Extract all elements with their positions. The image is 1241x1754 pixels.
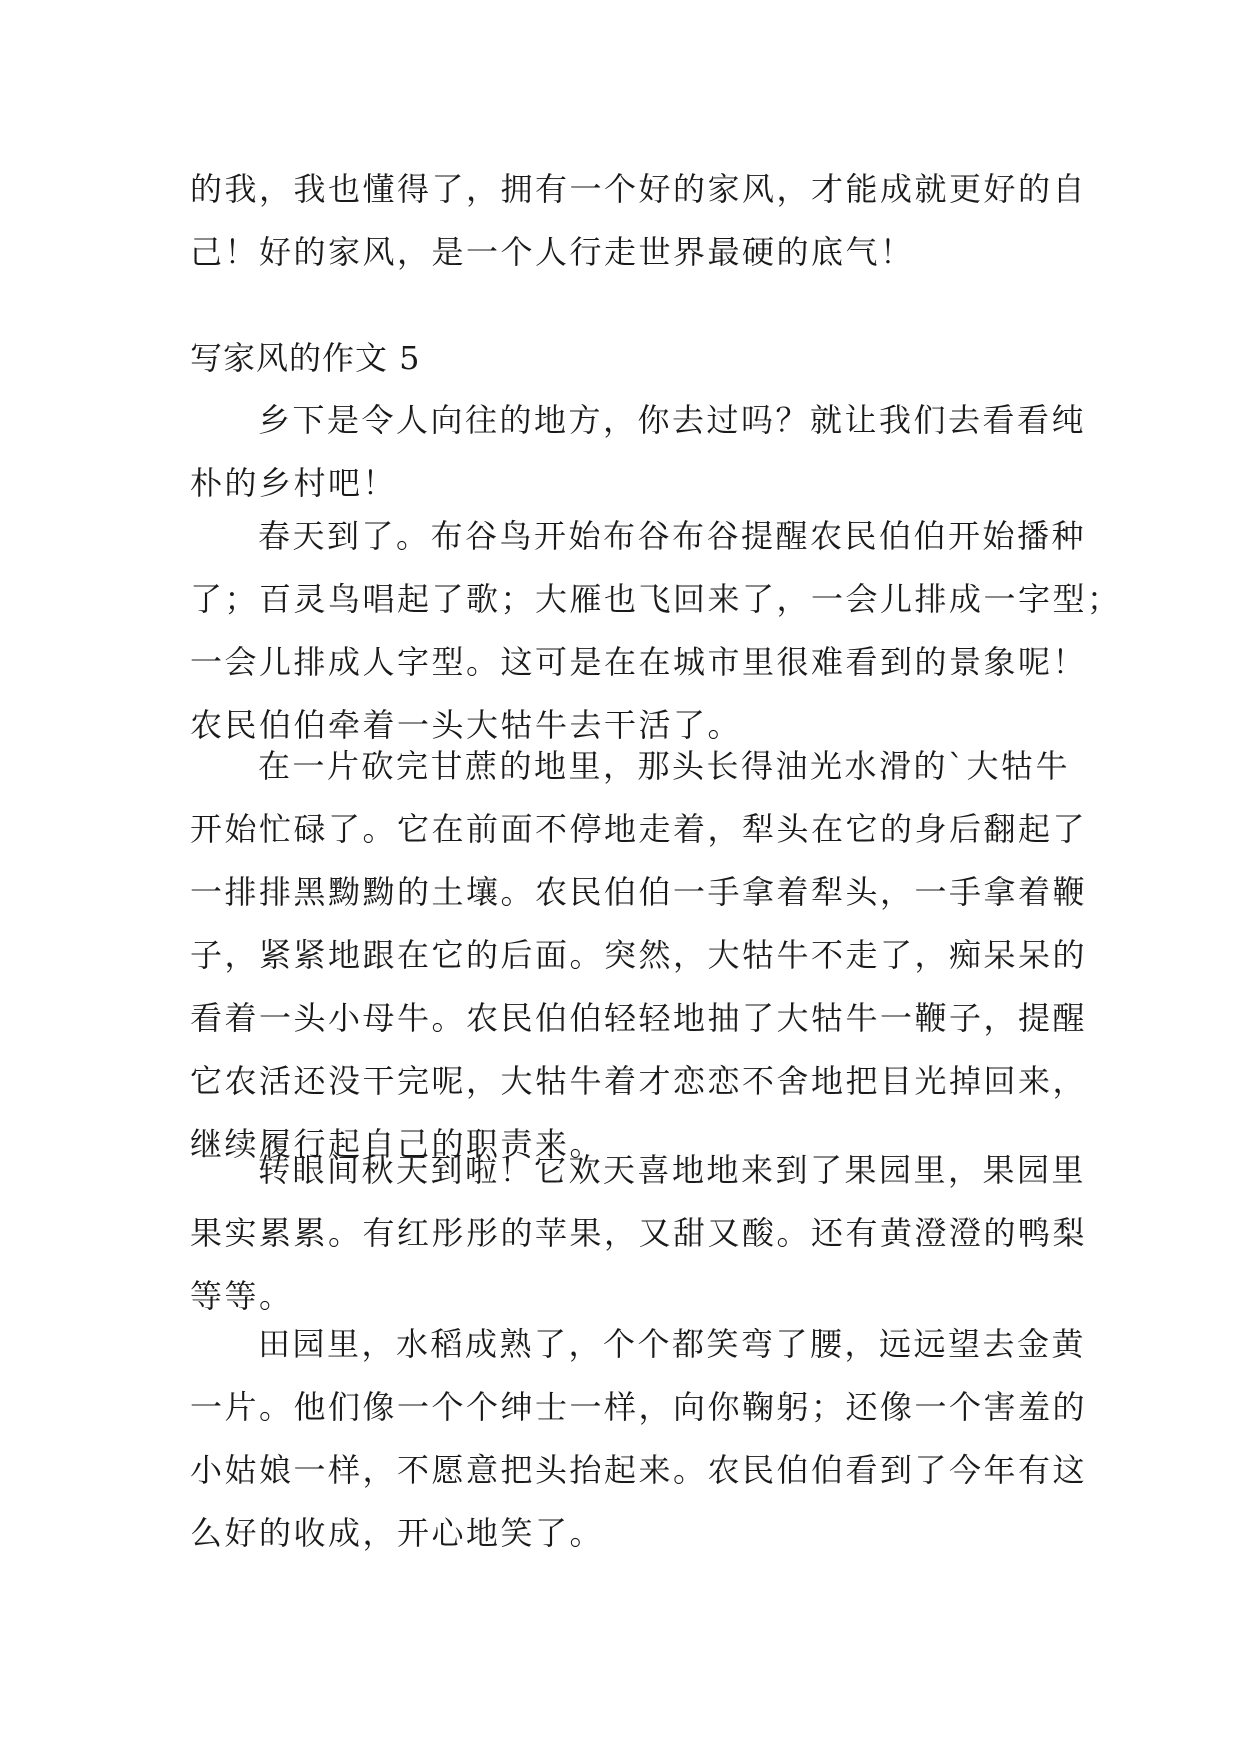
paragraph-line: 么好的收成，开心地笑了。 bbox=[190, 1514, 605, 1552]
paragraph-line: 朴的乡村吧！ bbox=[190, 464, 398, 502]
paragraph-line: 转眼间秋天到啦！它欢天喜地地来到了果园里，果园里 bbox=[258, 1151, 1087, 1189]
paragraph-line: 等等。 bbox=[190, 1277, 294, 1315]
paragraph-line: 开始忙碌了。它在前面不停地走着，犁头在它的身后翻起了 bbox=[190, 810, 1088, 848]
top-paragraph bbox=[190, 158, 1088, 284]
paragraph-line: 果实累累。有红彤彤的苹果，又甜又酸。还有黄澄澄的鸭梨 bbox=[190, 1214, 1088, 1252]
paragraph-line: 一片。他们像一个个绅士一样，向你鞠躬；还像一个害羞的 bbox=[190, 1388, 1088, 1426]
paragraph-line: 己！好的家风，是一个人行走世界最硬的底气！ bbox=[190, 233, 915, 271]
paragraph-line: 在一片砍完甘蔗的地里，那头长得油光水滑的`大牯牛 bbox=[258, 747, 1071, 785]
paragraph-line: 看着一头小母牛。农民伯伯轻轻地抽了大牯牛一鞭子，提醒 bbox=[190, 999, 1088, 1037]
paragraph-spring bbox=[190, 505, 1122, 757]
paragraph-rice-field bbox=[190, 1313, 1088, 1565]
section-title: 写家风的作文 5 bbox=[190, 339, 421, 377]
paragraph-line: 继续履行起自己的职责来。 bbox=[190, 1125, 605, 1163]
paragraph-line: 它农活还没干完呢，大牯牛着才恋恋不舍地把目光掉回来， bbox=[190, 1062, 1088, 1100]
paragraph-line: 农民伯伯牵着一头大牯牛去干活了。 bbox=[190, 706, 743, 744]
paragraph-village-intro bbox=[190, 389, 1087, 515]
paragraph-line: 了；百灵鸟唱起了歌；大雁也飞回来了，一会儿排成一字型； bbox=[190, 580, 1122, 618]
paragraph-line: 一会儿排成人字型。这可是在在城市里很难看到的景象呢！ bbox=[190, 643, 1088, 681]
paragraph-line: 子，紧紧地跟在它的后面。突然，大牯牛不走了，痴呆呆的 bbox=[190, 936, 1088, 974]
paragraph-line: 乡下是令人向往的地方，你去过吗？就让我们去看看纯 bbox=[258, 401, 1087, 439]
paragraph-line: 田园里，水稻成熟了，个个都笑弯了腰，远远望去金黄 bbox=[258, 1325, 1087, 1363]
paragraph-line: 春天到了。布谷鸟开始布谷布谷提醒农民伯伯开始播种 bbox=[258, 517, 1087, 555]
paragraph-ox bbox=[190, 735, 1088, 1176]
paragraph-line: 的我，我也懂得了，拥有一个好的家风，才能成就更好的自 bbox=[190, 170, 1088, 208]
paragraph-autumn bbox=[190, 1139, 1088, 1328]
paragraph-line: 一排排黑黝黝的土壤。农民伯伯一手拿着犁头，一手拿着鞭 bbox=[190, 873, 1088, 911]
paragraph-line: 小姑娘一样，不愿意把头抬起来。农民伯伯看到了今年有这 bbox=[190, 1451, 1088, 1489]
